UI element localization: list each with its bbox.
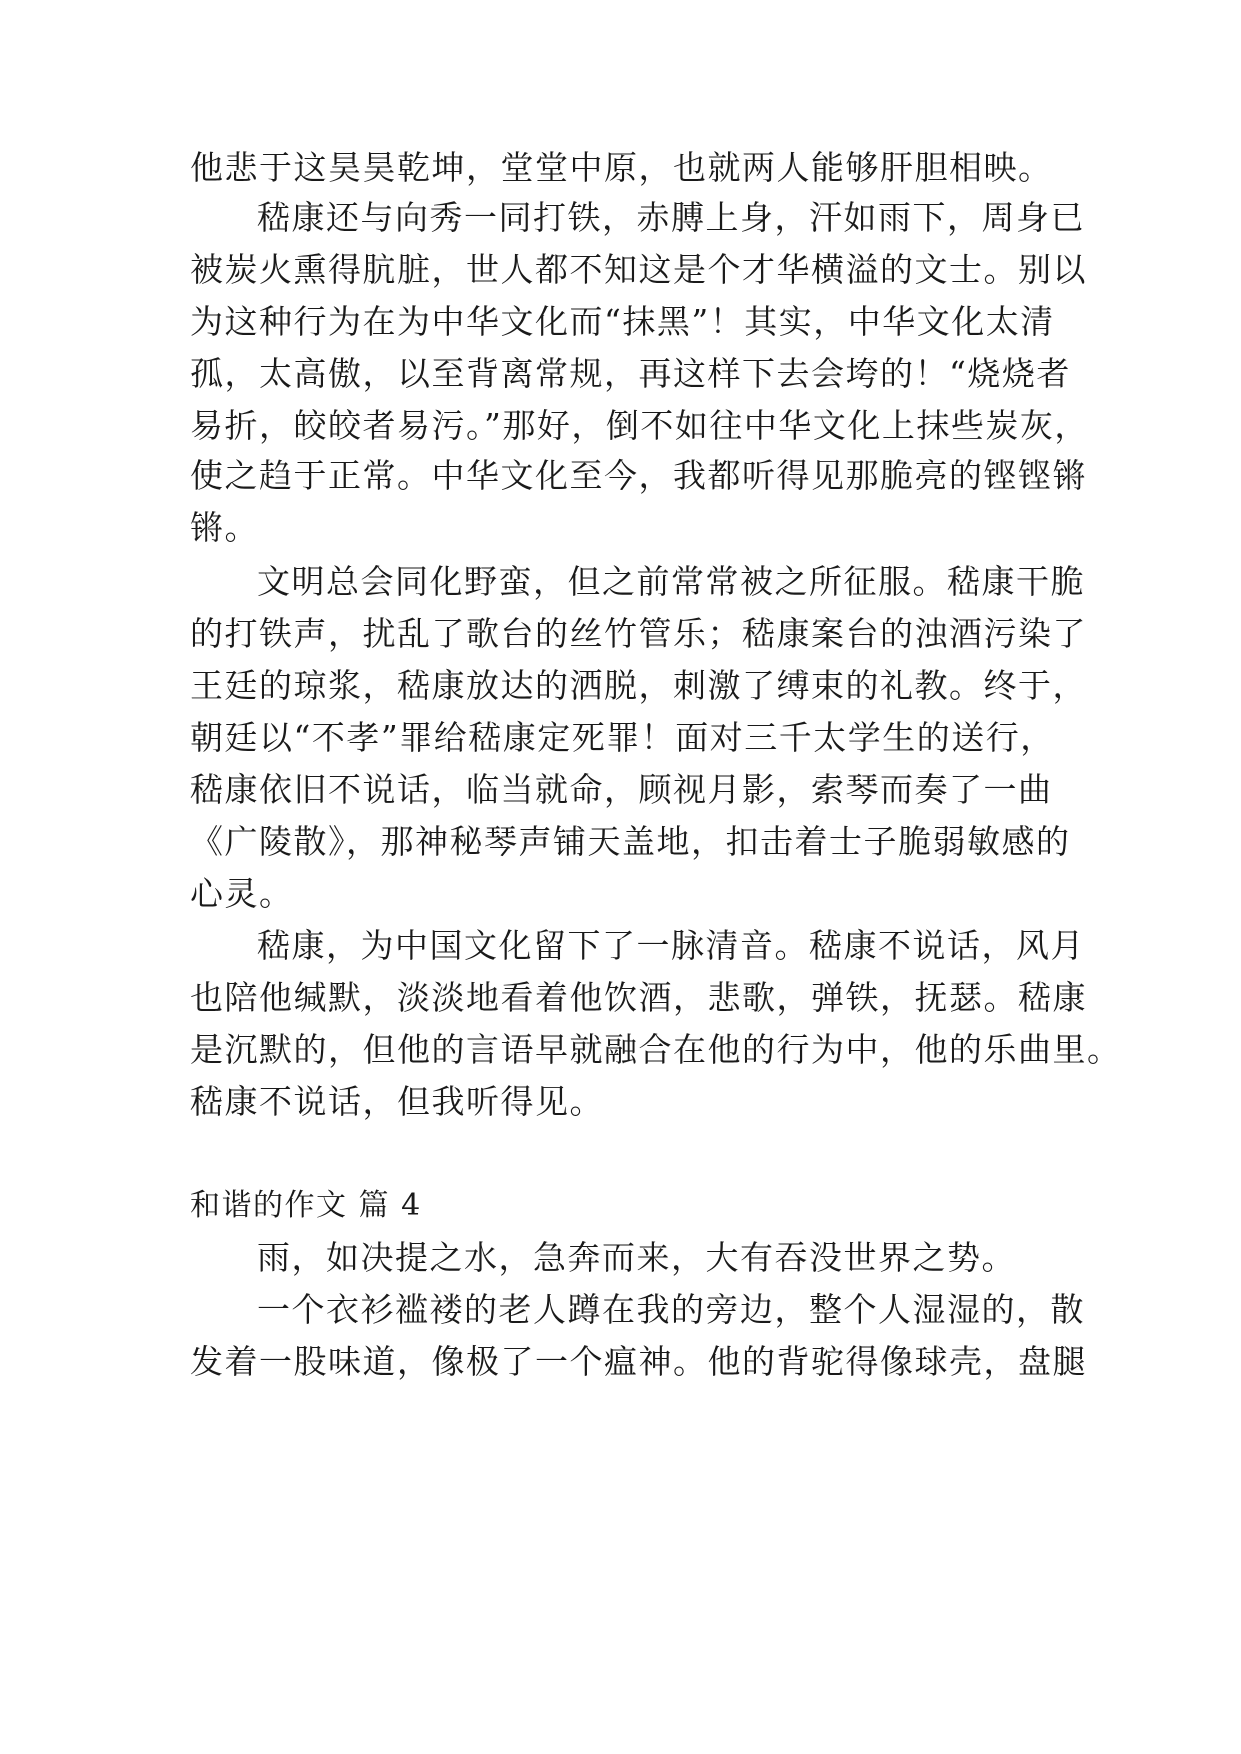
text-line: 发着一股味道，像极了一个瘟神。他的背驼得像球壳，盘腿 bbox=[190, 1342, 1087, 1381]
text-line: 孤，太高傲，以至背离常规，再这样下去会垮的！“烧烧者 bbox=[190, 354, 1071, 393]
text-line: 也陪他缄默，淡淡地看着他饮酒，悲歌，弹铁，抚瑟。嵇康 bbox=[190, 978, 1087, 1017]
paragraph-start-line: 嵇康还与向秀一同打铁，赤膊上身，汗如雨下，周身已 bbox=[257, 198, 1085, 237]
text-line: 是沉默的，但他的言语早就融合在他的行为中，他的乐曲里。 bbox=[190, 1030, 1122, 1069]
text-line: 使之趋于正常。中华文化至今，我都听得见那脆亮的铿铿锵 bbox=[190, 456, 1087, 495]
text-line: 朝廷以“不孝”罪给嵇康定死罪！面对三千太学生的送行， bbox=[190, 718, 1055, 757]
text-line: 心灵。 bbox=[190, 874, 294, 913]
text-line: 他悲于这昊昊乾坤，堂堂中原，也就两人能够肝胆相映。 bbox=[190, 148, 1053, 187]
text-line: 嵇康依旧不说话，临当就命，顾视月影，索琴而奏了一曲 bbox=[190, 770, 1053, 809]
text-line: 嵇康不说话，但我听得见。 bbox=[190, 1082, 604, 1121]
paragraph-start-line: 嵇康，为中国文化留下了一脉清音。嵇康不说话，风月 bbox=[257, 926, 1085, 965]
text-line: 《广陵散》，那神秘琴声铺天盖地，扣击着士子脆弱敏感的 bbox=[190, 822, 1071, 861]
section-heading: 和谐的作文 篇 4 bbox=[190, 1188, 422, 1223]
text-line: 被炭火熏得肮脏，世人都不知这是个才华横溢的文士。别以 bbox=[190, 250, 1087, 289]
text-line: 王廷的琼浆，嵇康放达的洒脱，刺激了缚束的礼教。终于， bbox=[190, 666, 1087, 705]
text-line: 易折，皎皎者易污。”那好，倒不如往中华文化上抹些炭灰， bbox=[190, 406, 1089, 445]
paragraph-start-line: 一个衣衫褴褛的老人蹲在我的旁边，整个人湿湿的，散 bbox=[257, 1290, 1085, 1329]
text-line: 锵。 bbox=[190, 508, 259, 547]
text-line: 为这种行为在为中华文化而“抹黑”！其实，中华文化太清 bbox=[190, 302, 1055, 341]
paragraph-start-line: 文明总会同化野蛮，但之前常常被之所征服。嵇康干脆 bbox=[257, 562, 1085, 601]
paragraph-start-line: 雨，如决提之水，急奔而来，大有吞没世界之势。 bbox=[257, 1238, 1016, 1277]
text-line: 的打铁声，扰乱了歌台的丝竹管乐；嵇康案台的浊酒污染了 bbox=[190, 614, 1087, 653]
